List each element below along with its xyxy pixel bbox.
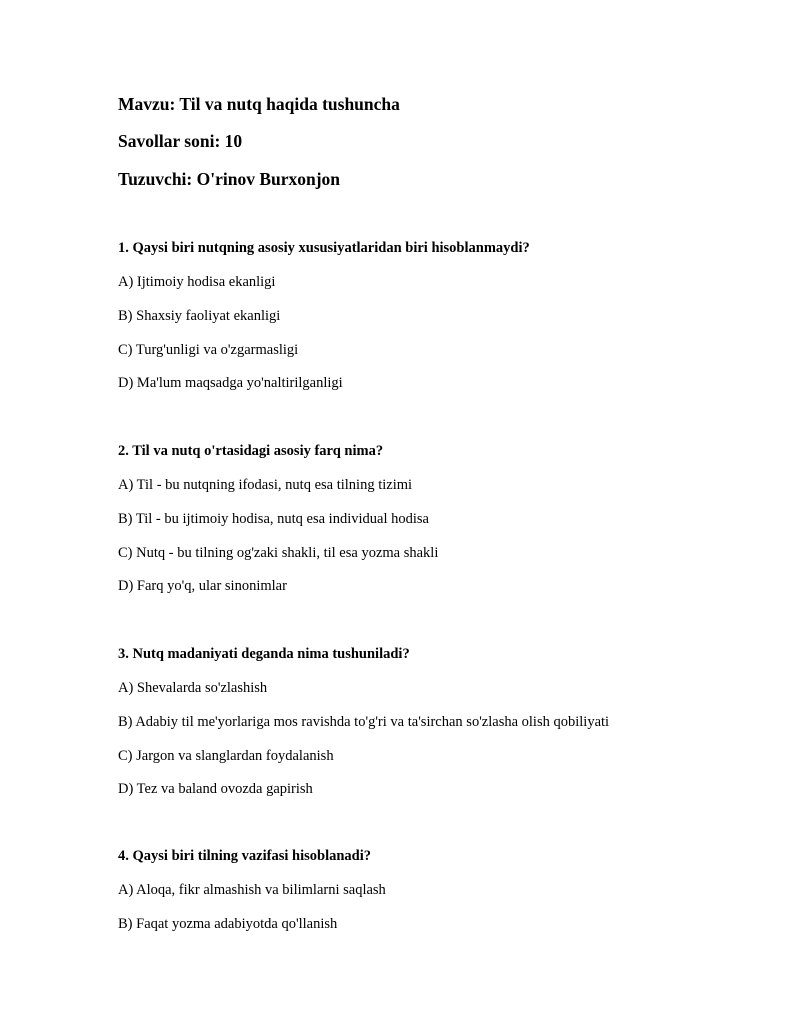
author-heading: Tuzuvchi: O'rinov Burxonjon (118, 169, 341, 189)
option-a: A) Aloqa, fikr almashish va bilimlarni saqlash (118, 882, 386, 898)
question-count-heading: Savollar soni: 10 (118, 131, 243, 151)
option-d: D) Farq yo'q, ular sinonimlar (118, 578, 287, 594)
option-b: B) Adabiy til me'yorlariga mos ravishda to'g'ri va ta'sirchan so'zlasha olish qobiliyati (118, 714, 610, 730)
option-c: C) Turg'unligi va o'zgarmasligi (118, 342, 299, 358)
question-text: 1. Qaysi biri nutqning asosiy xususiyatlaridan biri hisoblanmaydi? (118, 240, 530, 256)
document-page (118, 0, 778, 1035)
question-text: 4. Qaysi biri tilning vazifasi hisoblanadi? (118, 848, 371, 864)
question-text: 3. Nutq madaniyati deganda nima tushuniladi? (118, 646, 410, 662)
option-c: C) Jargon va slanglardan foydalanish (118, 748, 334, 764)
option-a: A) Shevalarda so'zlashish (118, 680, 268, 696)
option-c: C) Nutq - bu tilning og'zaki shakli, til esa yozma shakli (118, 545, 439, 561)
option-a: A) Ijtimoiy hodisa ekanligi (118, 274, 276, 290)
option-b: B) Til - bu ijtimoiy hodisa, nutq esa individual hodisa (118, 511, 429, 527)
option-b: B) Faqat yozma adabiyotda qo'llanish (118, 916, 338, 932)
option-b: B) Shaxsiy faoliyat ekanligi (118, 308, 281, 324)
option-d: D) Tez va baland ovozda gapirish (118, 781, 313, 797)
subject-heading: Mavzu: Til va nutq haqida tushuncha (118, 94, 400, 114)
option-a: A) Til - bu nutqning ifodasi, nutq esa tilning tizimi (118, 477, 413, 493)
question-text: 2. Til va nutq o'rtasidagi asosiy farq nima? (118, 443, 384, 459)
option-d: D) Ma'lum maqsadga yo'naltirilganligi (118, 375, 343, 391)
